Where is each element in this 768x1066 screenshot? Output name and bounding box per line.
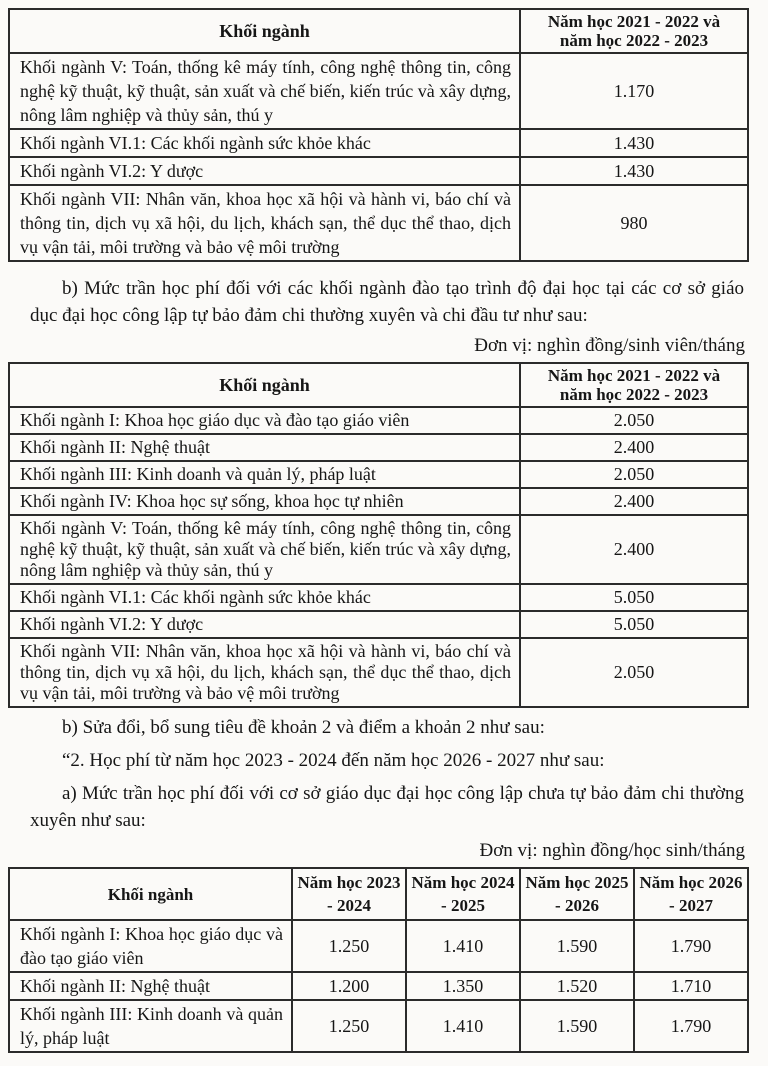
row-label: Khối ngành V: Toán, thống kê máy tính, công nghệ thông tin, công nghệ kỹ thuật, kỹ thuật, sản xuất và chế biến, kiến trúc và xây dựng, nông lâm nghiệp và thủy sản, thú y (9, 515, 520, 584)
row-label: Khối ngành VI.1: Các khối ngành sức khỏe khác (9, 129, 520, 157)
header-year-2023-2024: Năm học 2023 - 2024 (292, 868, 406, 920)
table-row (9, 611, 748, 638)
row-value: 1.170 (520, 53, 748, 129)
table-row (9, 488, 748, 515)
table-row (9, 638, 748, 707)
table-row (9, 129, 748, 157)
row-label: Khối ngành II: Nghệ thuật (9, 972, 292, 1000)
row-value: 2.050 (520, 638, 748, 707)
row-value: 1.350 (406, 972, 520, 1000)
table-row (9, 584, 748, 611)
header-year-2024-2025: Năm học 2024 - 2025 (406, 868, 520, 920)
table-row (9, 407, 748, 434)
row-label: Khối ngành III: Kinh doanh và quản lý, pháp luật (9, 1000, 292, 1052)
table-header-row (9, 9, 748, 53)
table-header-row (9, 363, 748, 407)
header-khoi-nganh: Khối ngành (9, 9, 520, 53)
paragraph-b-fee-cap: b) Mức trần học phí đối với các khối ngành đào tạo trình độ đại học tại các cơ sở giáo dục đại học công lập tự bảo đảm chi thường xuyên và chi đầu tư như sau: (30, 278, 744, 326)
row-value: 1.590 (520, 920, 634, 972)
row-label: Khối ngành I: Khoa học giáo dục và đào tạo giáo viên (9, 407, 520, 434)
row-value: 1.520 (520, 972, 634, 1000)
row-value: 1.200 (292, 972, 406, 1000)
table-row (9, 185, 748, 261)
fee-table-2023-2027 (8, 867, 749, 1053)
row-value: 2.050 (520, 461, 748, 488)
row-value: 1.710 (634, 972, 748, 1000)
row-value: 1.790 (634, 920, 748, 972)
row-label: Khối ngành III: Kinh doanh và quản lý, pháp luật (9, 461, 520, 488)
row-value: 2.400 (520, 488, 748, 515)
row-label: Khối ngành I: Khoa học giáo dục và đào tạo giáo viên (9, 920, 292, 972)
fee-table-2021-2023-full-autonomy (8, 8, 749, 262)
header-year-2025-2026: Năm học 2025 - 2026 (520, 868, 634, 920)
row-value: 2.050 (520, 407, 748, 434)
paragraph-a-fee-cap: a) Mức trần học phí đối với cơ sở giáo dục đại học công lập chưa tự bảo đảm chi thường xuyên như sau: (30, 783, 744, 831)
header-khoi-nganh: Khối ngành (9, 363, 520, 407)
row-value: 5.050 (520, 611, 748, 638)
row-label: Khối ngành VI.2: Y dược (9, 611, 520, 638)
row-value: 1.430 (520, 157, 748, 185)
row-value: 1.790 (634, 1000, 748, 1052)
unit-note-per-student-month: Đơn vị: nghìn đồng/sinh viên/tháng (474, 335, 745, 356)
paragraph-clause-2: “2. Học phí từ năm học 2023 - 2024 đến năm học 2026 - 2027 như sau: (62, 750, 605, 771)
table-row (9, 920, 748, 972)
row-value: 1.430 (520, 129, 748, 157)
table-row (9, 1000, 748, 1052)
row-value: 1.590 (520, 1000, 634, 1052)
row-value: 1.410 (406, 1000, 520, 1052)
row-value: 980 (520, 185, 748, 261)
header-year-2026-2027: Năm học 2026 - 2027 (634, 868, 748, 920)
header-khoi-nganh: Khối ngành (9, 868, 292, 920)
fee-table-2021-2023-all-blocks (8, 362, 749, 708)
row-label: Khối ngành VI.1: Các khối ngành sức khỏe khác (9, 584, 520, 611)
row-label: Khối ngành V: Toán, thống kê máy tính, công nghệ thông tin, công nghệ kỹ thuật, kỹ thuật, sản xuất và chế biến, kiến trúc và xây dựng, nông lâm nghiệp và thủy sản, thú y (9, 53, 520, 129)
unit-note-per-pupil-month: Đơn vị: nghìn đồng/học sinh/tháng (479, 840, 745, 861)
row-value: 1.250 (292, 920, 406, 972)
table-row (9, 515, 748, 584)
table-row (9, 434, 748, 461)
paragraph-b-amendment: b) Sửa đổi, bổ sung tiêu đề khoản 2 và điểm a khoản 2 như sau: (62, 717, 545, 738)
header-school-years: Năm học 2021 - 2022 và năm học 2022 - 2023 (520, 9, 748, 53)
row-value: 1.250 (292, 1000, 406, 1052)
row-label: Khối ngành II: Nghệ thuật (9, 434, 520, 461)
table-header-row (9, 868, 748, 920)
row-value: 5.050 (520, 584, 748, 611)
row-value: 1.410 (406, 920, 520, 972)
row-label: Khối ngành VII: Nhân văn, khoa học xã hội và hành vi, báo chí và thông tin, dịch vụ xã hội, du lịch, khách sạn, thể dục thể thao, dịch vụ vận tải, môi trường và bảo vệ môi trường (9, 185, 520, 261)
row-value: 2.400 (520, 434, 748, 461)
row-label: Khối ngành VI.2: Y dược (9, 157, 520, 185)
table-row (9, 53, 748, 129)
table-row (9, 461, 748, 488)
row-label: Khối ngành VII: Nhân văn, khoa học xã hội và hành vi, báo chí và thông tin, dịch vụ xã hội, du lịch, khách sạn, thể dục thể thao, dịch vụ vận tải, môi trường và bảo vệ môi trường (9, 638, 520, 707)
table-row (9, 157, 748, 185)
header-school-years: Năm học 2021 - 2022 và năm học 2022 - 2023 (520, 363, 748, 407)
row-label: Khối ngành IV: Khoa học sự sống, khoa học tự nhiên (9, 488, 520, 515)
table-row (9, 972, 748, 1000)
row-value: 2.400 (520, 515, 748, 584)
